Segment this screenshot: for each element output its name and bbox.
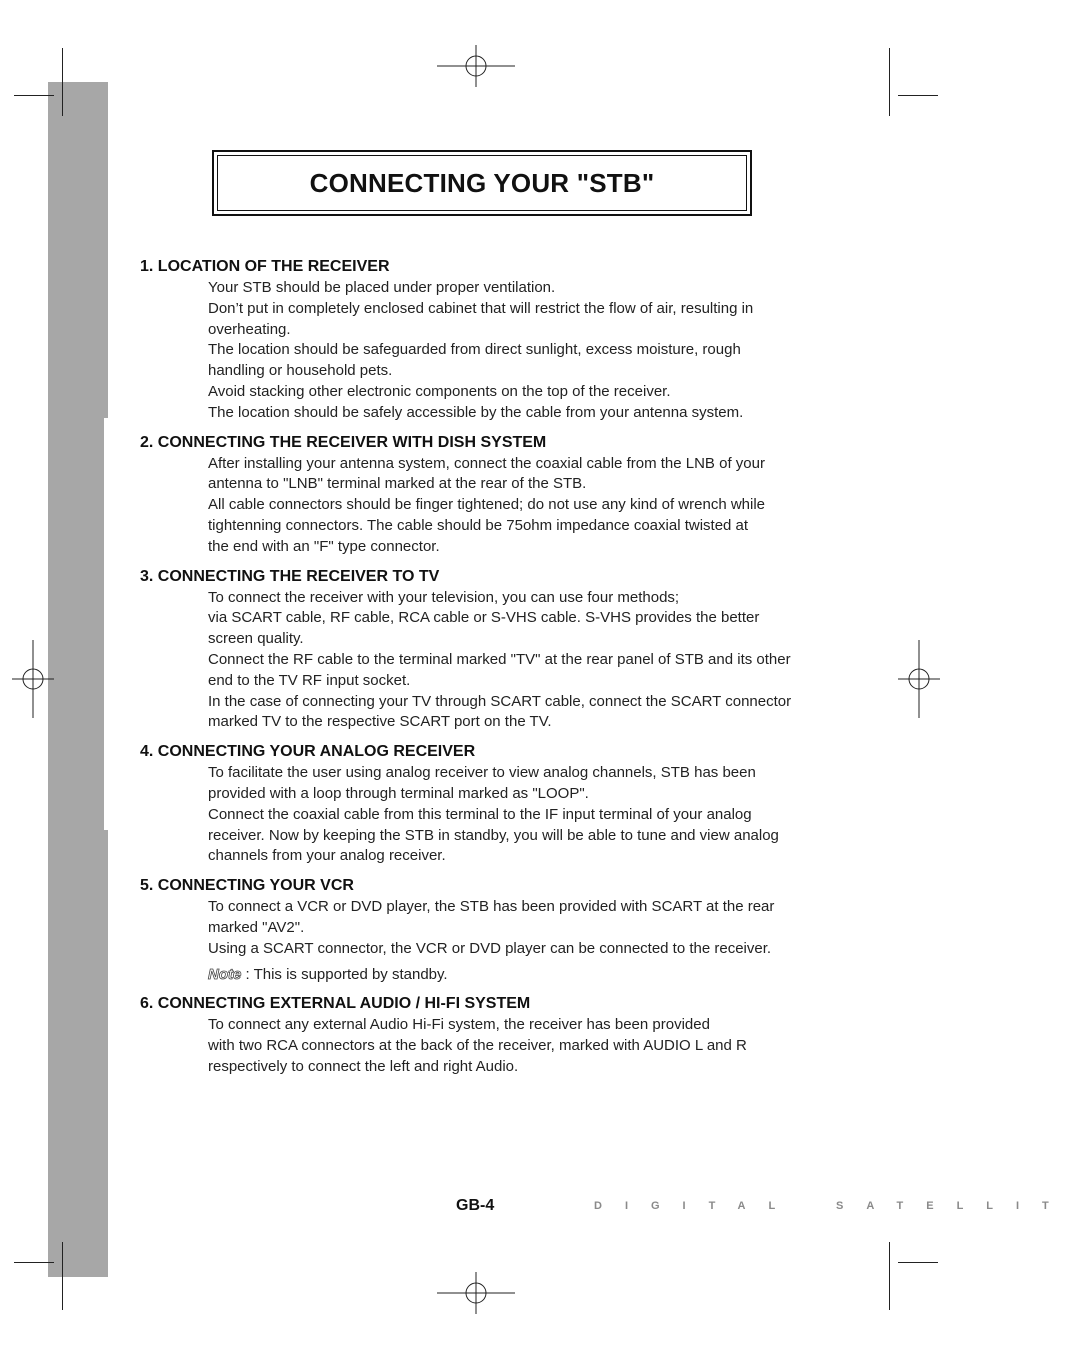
- section-heading: 1. LOCATION OF THE RECEIVER: [140, 258, 390, 275]
- paragraph-line: marked "AV2".: [208, 918, 305, 936]
- title-frame: [217, 155, 747, 211]
- paragraph-line: Connect the coaxial cable from this terminal to the IF input terminal of your analog: [208, 805, 752, 823]
- section-tv: [140, 566, 830, 734]
- section-heading: 5. CONNECTING YOUR VCR: [140, 877, 354, 895]
- section-audio: [140, 993, 830, 1077]
- registration-mark-top: [437, 45, 515, 87]
- paragraph-line: Your STB should be placed under proper ventilation.: [208, 279, 556, 296]
- section-location: [140, 256, 830, 424]
- crop-mark: [898, 95, 938, 96]
- paragraph-line: handling or household pets.: [208, 362, 393, 380]
- paragraph-line: overheating.: [208, 320, 291, 338]
- footer-brand-text: [594, 1200, 1072, 1212]
- crop-mark: [898, 1262, 938, 1263]
- paragraph-line: with two RCA connectors at the back of the receiver, marked with AUDIO L and R: [208, 1037, 747, 1055]
- paragraph-line: antenna to "LNB" terminal marked at the rear of the STB.: [208, 475, 587, 493]
- paragraph-line: the end with an "F" type connector.: [208, 537, 440, 555]
- paragraph-line: To connect a VCR or DVD player, the STB has been provided with SCART at the rear: [208, 898, 775, 916]
- section-heading: 3. CONNECTING THE RECEIVER TO TV: [140, 567, 440, 585]
- title-box: [212, 150, 752, 216]
- paragraph-line: channels from your analog receiver.: [208, 847, 446, 865]
- paragraph-line: tightenning connectors. The cable should be 75ohm impedance coaxial twisted at: [208, 516, 749, 534]
- footer-text-first-word: DIGITAL: [594, 1200, 798, 1212]
- paragraph-line: Connect the RF cable to the terminal marked "TV" at the rear panel of STB and its other: [208, 650, 791, 668]
- registration-mark-left: [12, 640, 54, 718]
- content: [140, 256, 830, 1078]
- registration-mark-right: [898, 640, 940, 718]
- paragraph-line: In the case of connecting your TV through SCART cable, connect the SCART connector: [208, 692, 792, 710]
- crop-mark: [14, 1262, 54, 1263]
- crop-mark: [889, 1242, 890, 1310]
- side-tab-notch: [104, 418, 108, 830]
- paragraph-line: All cable connectors should be finger tightened; do not use any kind of wrench while: [208, 496, 766, 514]
- paragraph-line: marked TV to the respective SCART port on the TV.: [208, 713, 552, 731]
- paragraph-line: The location should be safely accessible by the cable from your antenna system.: [208, 403, 744, 421]
- paragraph-line: Don’t put in completely enclosed cabinet that will restrict the flow of air, resulting in: [208, 299, 754, 317]
- page-number: GB-4: [456, 1197, 495, 1214]
- page-title: CONNECTING YOUR "STB": [309, 167, 655, 198]
- paragraph-line: To facilitate the user using analog receiver to view analog channels, STB has been: [208, 764, 756, 782]
- side-tab: [48, 82, 108, 1277]
- note-text: : This is supported by standby.: [241, 965, 448, 983]
- section-dish: [140, 432, 830, 558]
- crop-mark: [62, 48, 63, 116]
- section-analog: [140, 741, 830, 867]
- footer-text-second-word: SATELLIT: [836, 1200, 1072, 1212]
- paragraph-line: To connect the receiver with your television, you can use four methods;: [208, 588, 680, 606]
- paragraph-line: Using a SCART connector, the VCR or DVD player can be connected to the receiver.: [208, 939, 772, 957]
- paragraph-line: To connect any external Audio Hi-Fi system, the receiver has been provided: [208, 1016, 710, 1034]
- note-label: Note: [208, 965, 242, 983]
- section-heading: 4. CONNECTING YOUR ANALOG RECEIVER: [140, 743, 476, 761]
- section-vcr: [140, 875, 830, 985]
- crop-mark: [14, 95, 54, 96]
- section-heading: 6. CONNECTING EXTERNAL AUDIO / HI-FI SYSTEM: [140, 995, 531, 1013]
- section-heading: 2. CONNECTING THE RECEIVER WITH DISH SYSTEM: [140, 433, 547, 451]
- paragraph-line: provided with a loop through terminal marked as "LOOP".: [208, 784, 589, 802]
- paragraph-line: respectively to connect the left and right Audio.: [208, 1057, 519, 1075]
- paragraph-line: The location should be safeguarded from direct sunlight, excess moisture, rough: [208, 341, 741, 359]
- note: [208, 965, 830, 986]
- paragraph-line: via SCART cable, RF cable, RCA cable or S-VHS cable. S-VHS provides the better: [208, 609, 760, 627]
- crop-mark: [62, 1242, 63, 1310]
- paragraph-line: screen quality.: [208, 630, 304, 648]
- paragraph-line: receiver. Now by keeping the STB in standby, you will be able to tune and view analog: [208, 826, 779, 844]
- paragraph-line: end to the TV RF input socket.: [208, 671, 411, 689]
- paragraph-line: After installing your antenna system, connect the coaxial cable from the LNB of your: [208, 454, 765, 472]
- crop-mark: [889, 48, 890, 116]
- registration-mark-bottom: [437, 1272, 515, 1314]
- paragraph-line: Avoid stacking other electronic components on the top of the receiver.: [208, 382, 671, 400]
